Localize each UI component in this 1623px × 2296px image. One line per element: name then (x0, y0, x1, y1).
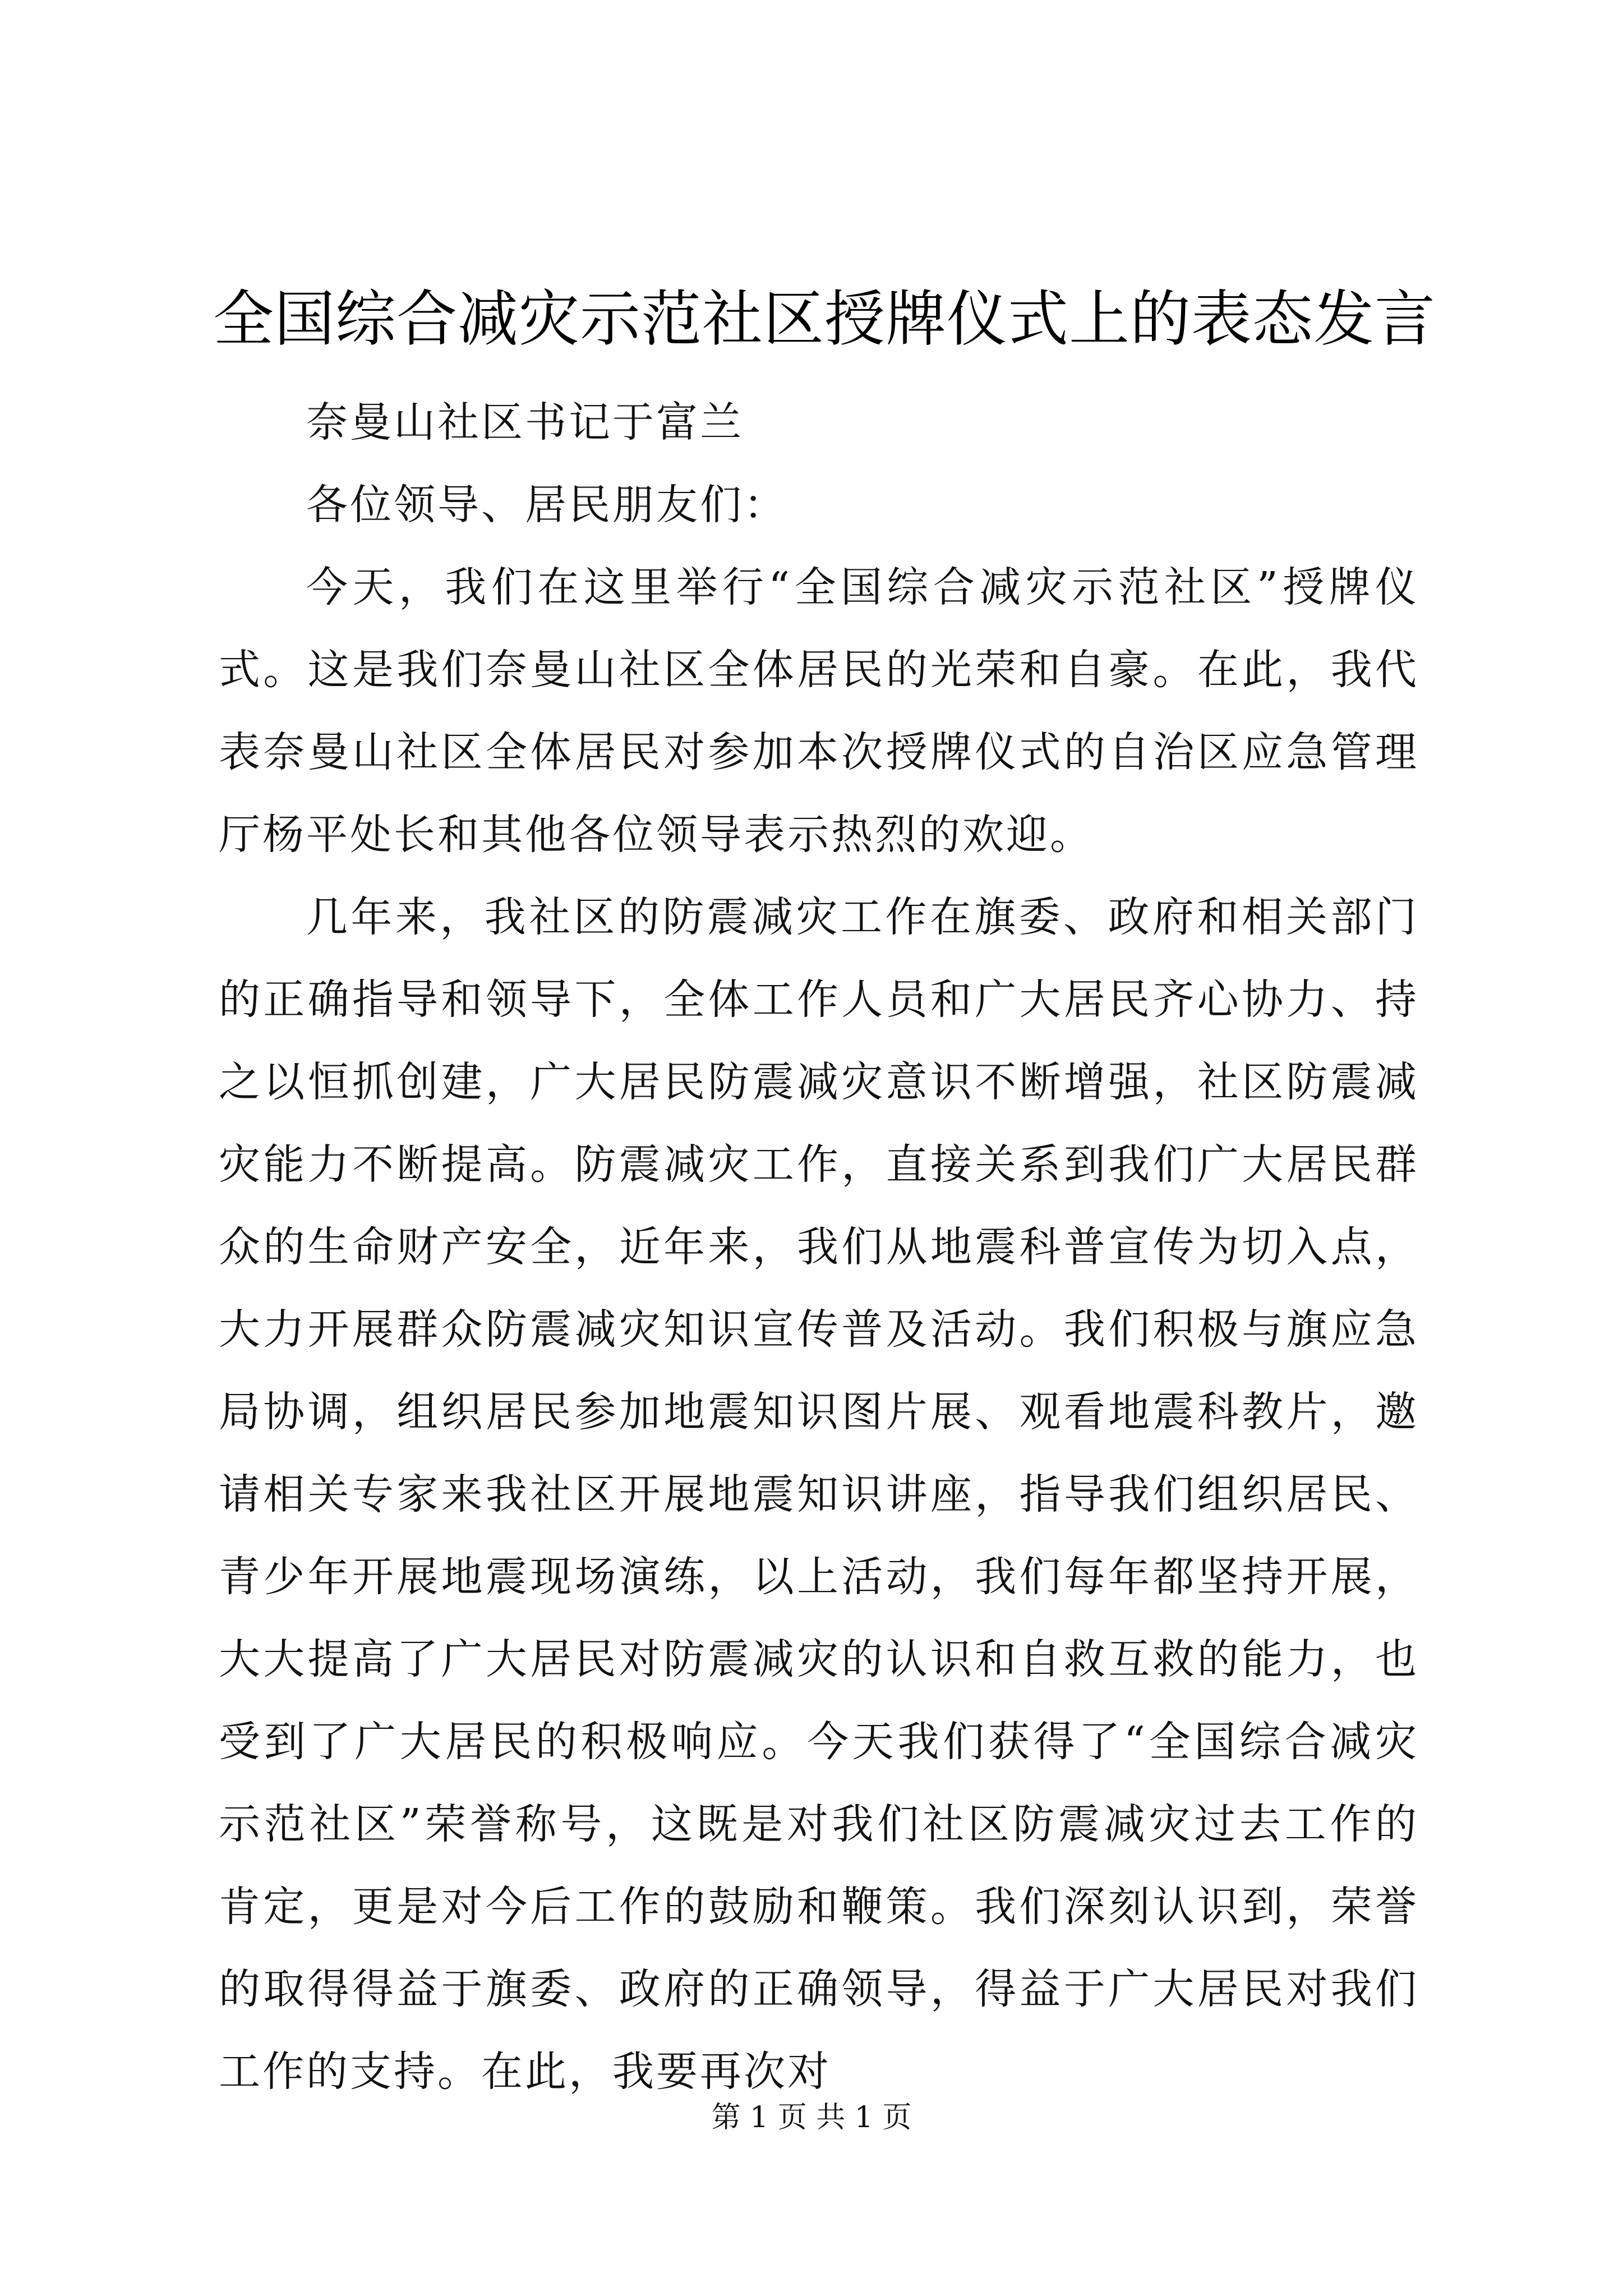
document-body (219, 381, 1419, 2113)
author-line: 奈曼山社区书记于富兰 (306, 398, 744, 447)
body-paragraph-2: 几年来，我社区的防震减灾工作在旗委、政府和相关部门的正确指导和领导下，全体工作人员和广大居民齐心协力、持之以恒抓创建，广大居民防震减灾意识不断增强，社区防震减灾能力不断提高。防震减灾工作，直接关系到我们广大居民群众的生命财产安全，近年来，我们从地震科普宣传为切入点，大力开展群众防震减灾知识宣传普及活动。我们积极与旗应急局协调，组织居民参加地震知识图片展、观看地震科教片，邀请相关专家来我社区开展地震知识讲座，指导我们组织居民、青少年开展地震现场演练，以上活动，我们每年都坚持开展，大大提高了广大居民对防震减灾的认识和自救互救的能力，也受到了广大居民的积极响应。今天我们获得了“全国综合减灾示范社区”荣誉称号，这既是对我们社区防震减灾过去工作的肯定，更是对今后工作的鼓励和鞭策。我们深刻认识到，荣誉的取得得益于旗委、政府的正确领导，得益于广大居民对我们工作的支持。在此，我要再次对 (219, 893, 1419, 2096)
document-title: 全国综合减灾示范社区授牌仪式上的表态发言 (213, 284, 1436, 355)
salutation: 各位领导、居民朋友们： (306, 481, 787, 529)
body-paragraph-1: 今天，我们在这里举行“全国综合减灾示范社区”授牌仪式。这是我们奈曼山社区全体居民的光荣和自豪。在此，我代表奈曼山社区全体居民对参加本次授牌仪式的自治区应急管理厅杨平处长和其他各位领导表示热烈的欢迎。 (219, 563, 1419, 859)
page-number-footer: 第 1 页 共 1 页 (711, 2101, 912, 2134)
